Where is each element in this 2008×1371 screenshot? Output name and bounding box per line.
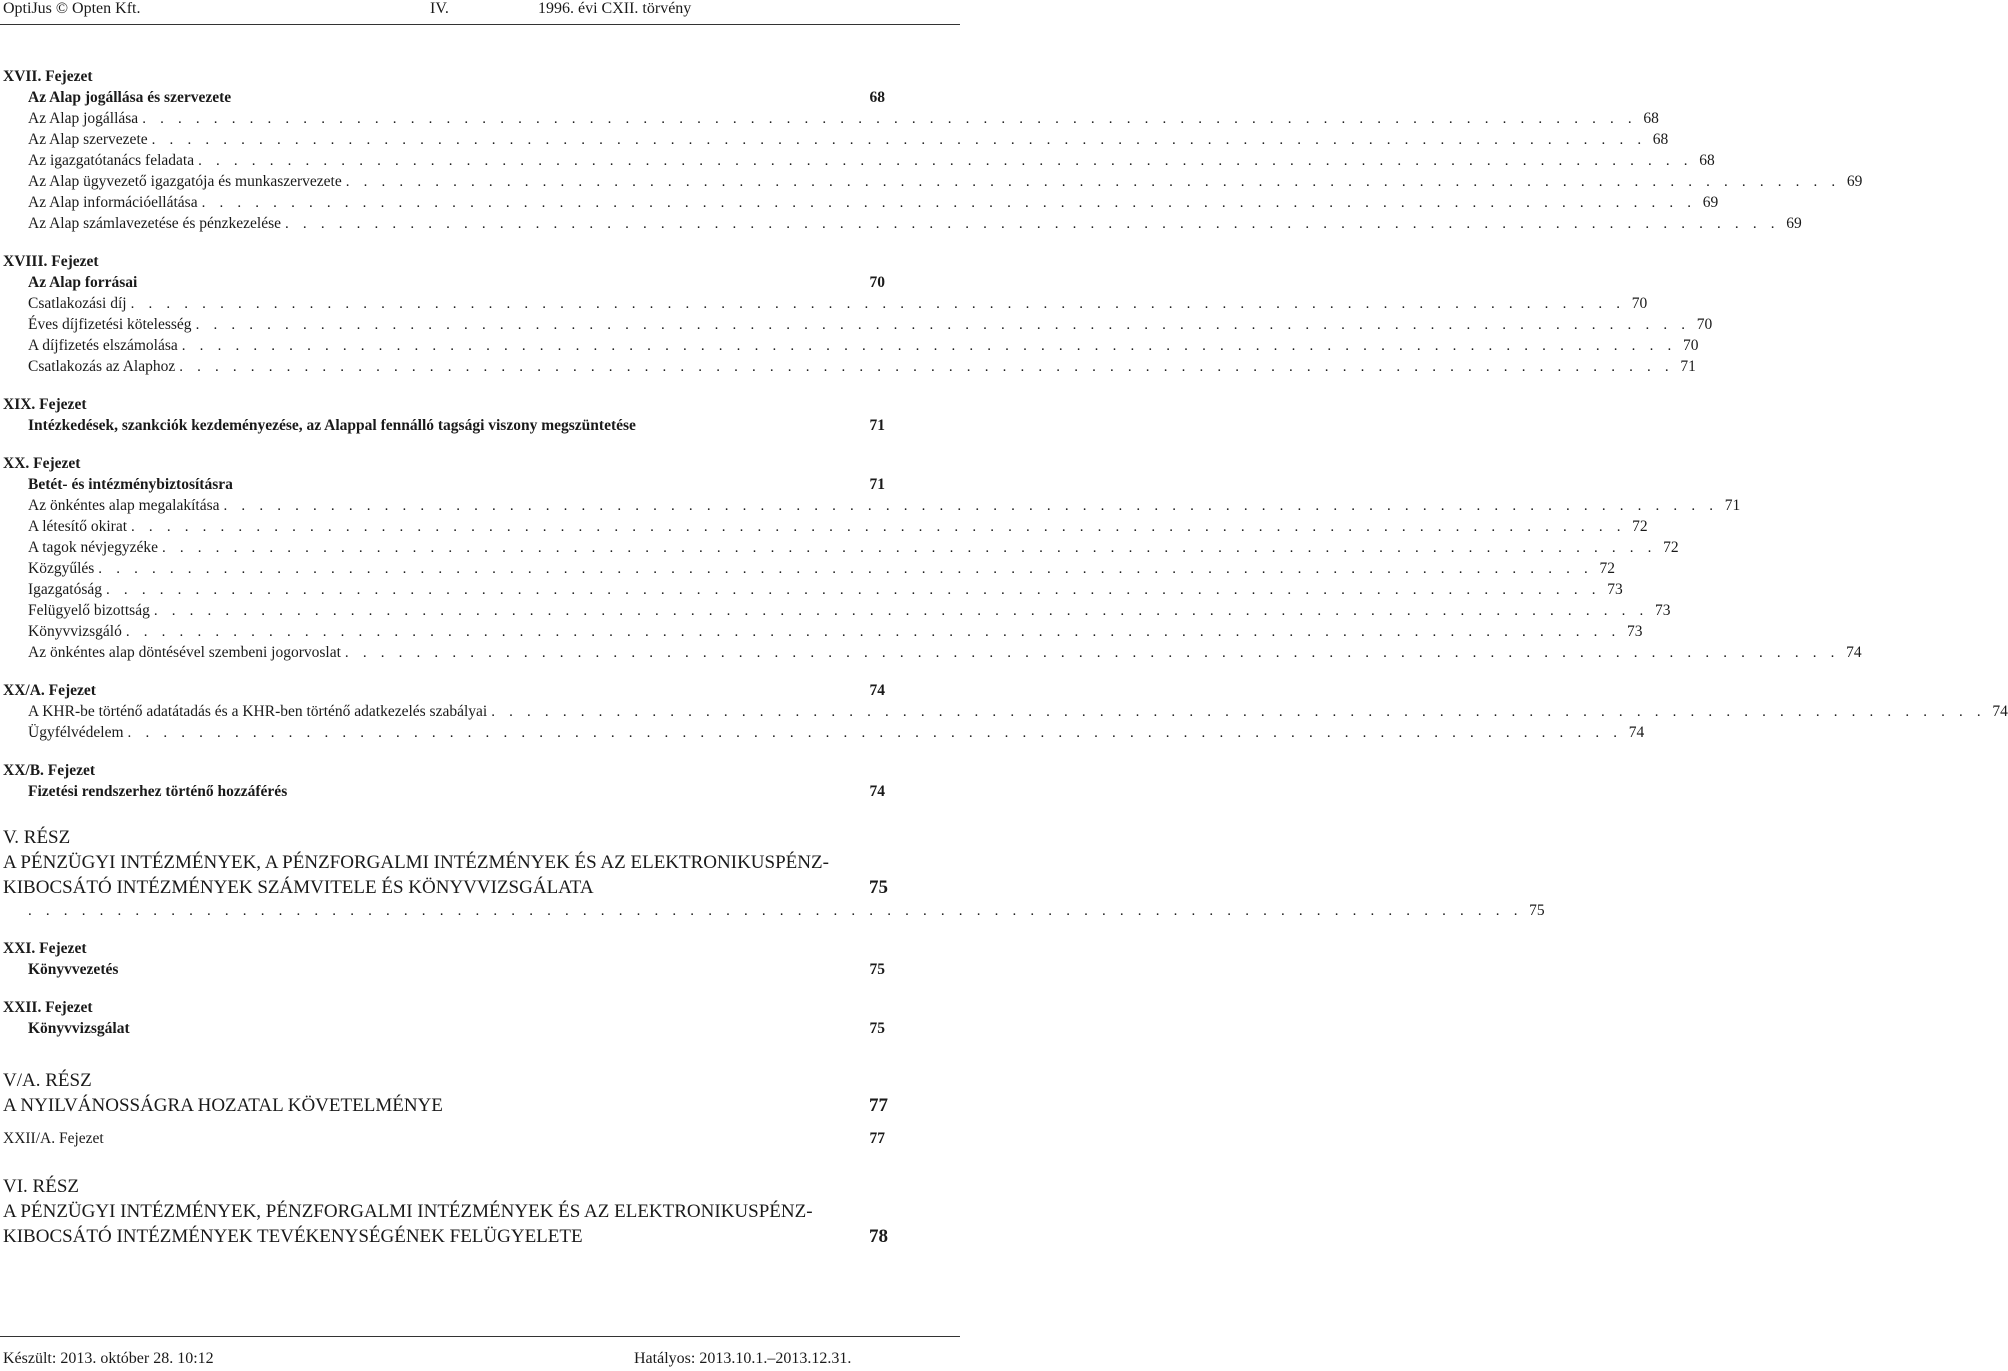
toc-page-number: 74 (1992, 703, 2008, 720)
toc-page-number: 77 (869, 1130, 885, 1147)
toc-entry[interactable] (28, 150, 1715, 171)
publisher-label: OptiJus © Opten Kft. (3, 0, 141, 17)
leader-dots: . . . . . . . . . . . . . . . . . . . . . . . . . . . . . . . . . . . . . . . . . . . . . . . . . . . . . . . . . . . . . . . . . . . . . . . . . . . . . . . . . . . . (130, 296, 1626, 312)
toc-page-number: 71 (1724, 497, 1741, 514)
toc-page-number: 70 (1682, 337, 1699, 354)
chapter-label: XXII/A. Fejezet (3, 1128, 108, 1149)
toc-page-number: 75 (869, 877, 888, 898)
chapter-label: XVII. Fejezet (3, 68, 93, 85)
part-title-line: A PÉNZÜGYI INTÉZMÉNYEK, PÉNZFORGALMI INTÉZMÉNYEK ÉS AZ ELEKTRONIKUSPÉNZ- (3, 1201, 813, 1222)
toc-page-number: 68 (1652, 131, 1669, 148)
toc-entry[interactable] (28, 1018, 885, 1039)
chapter-xxi (0, 938, 960, 980)
toc-entry[interactable] (28, 293, 1648, 314)
toc-entry-title: A tagok névjegyzéke (28, 537, 162, 558)
toc-entry-title: Az önkéntes alap döntésével szembeni jogorvoslat (28, 642, 345, 663)
toc-page-number: 69 (1846, 173, 1863, 190)
leader-dots: . . . . . . . . . . . . . . . . . . . . . . . . . . . . . . . . . . . . . . . . . . . . . . . . . . . . . . . . . . . . . . . . . . . . . . . . . . . . . . . . . . . . (153, 603, 1649, 619)
effective-date: Hatályos: 2013.10.1.–2013.12.31. (634, 1350, 852, 1367)
toc-page-number: 71 (1680, 358, 1696, 375)
toc-page-number: 74 (1846, 644, 1862, 661)
toc-entry[interactable] (28, 537, 1679, 558)
toc-entry[interactable] (28, 335, 1699, 356)
chapter-xxii (0, 997, 960, 1039)
leader-dots: . . . . . . . . . . . . . . . . . . . . . . . . . . . . . . . . . . . . . . . . . . . . . . . . . . . . . . . . . . . . . . . . . . . . . . . . . . . . . . . . . . . . (345, 174, 1841, 190)
toc-page-number: 75 (869, 961, 885, 978)
toc-entry[interactable] (28, 642, 1862, 663)
part-v (0, 826, 1545, 921)
part-title-line[interactable] (3, 1226, 888, 1247)
toc-entry[interactable] (3, 1128, 885, 1149)
page-footer (0, 1336, 960, 1371)
toc-entry-title: Az Alap szervezete (28, 129, 152, 150)
part-title-line: A PÉNZÜGYI INTÉZMÉNYEK, A PÉNZFORGALMI INTÉZMÉNYEK ÉS AZ ELEKTRONIKUSPÉNZ- (3, 852, 829, 873)
toc-entry[interactable] (28, 213, 1802, 234)
toc-entry-title: Könyvvizsgálat (28, 1018, 134, 1039)
leader-dots: . . . . . . . . . . . . . . . . . . . . . . . . . . . . . . . . . . . . . . . . . . . . . . . . . . . . . . . . . . . . . . . . . . . . . . . . . . . . . . . . . . . . (161, 540, 1657, 556)
part-label: V. RÉSZ (3, 827, 71, 848)
toc-entry-title: Igazgatóság (28, 579, 106, 600)
toc-entry-title: Éves díjfizetési kötelesség (28, 314, 196, 335)
toc-entry-title: A díjfizetés elszámolása (28, 335, 182, 356)
toc-entry-title: Az önkéntes alap megalakítása (28, 495, 224, 516)
toc-entry-title: Az Alap jogállása és szervezete (28, 87, 235, 108)
toc-entry-title: Csatlakozás az Alaphoz (28, 356, 179, 377)
part-label: V/A. RÉSZ (3, 1070, 92, 1091)
leader-dots: . . . . . . . . . . . . . . . . . . . . . . . . . . . . . . . . . . . . . . . . . . . . . . . . . . . . . . . . . . . . . . . . . . . . . . . . . . . . . . . . . . . . (28, 903, 1523, 919)
toc-page-number: 72 (1663, 539, 1679, 556)
chapter-label: XXII. Fejezet (3, 999, 93, 1016)
toc-entry[interactable] (28, 171, 1863, 192)
leader-dots: . . . . . . . . . . . . . . . . . . . . . . . . . . . . . . . . . . . . . . . . . . . . . . . . . . . . . . . . . . . . . . . . . . . . . . . . . . . . . . . . . . . . (125, 624, 1621, 640)
leader-dots: . . . . . . . . . . . . . . . . . . . . . . . . . . . . . . . . . . . . . . . . . . . . . . . . . . . . . . . . . . . . . . . . . . . . . . . . . . . . . . . . . . . . (98, 561, 1593, 577)
toc-entry[interactable] (28, 314, 1713, 335)
leader-dots: . . . . . . . . . . . . . . . . . . . . . . . . . . . . . . . . . . . . . . . . . . . . . . . . . . . . . . . . . . . . . . . . . . . . . . . . . . . . . . . . . . . . (491, 704, 1986, 720)
toc-page-number: 69 (1702, 194, 1719, 211)
leader-dots: . . . . . . . . . . . . . . . . . . . . . . . . . . . . . . . . . . . . . . . . . . . . . . . . . . . . . . . . . . . . . . . . . . . . . . . . . . . . . . . . . . . . (131, 519, 1626, 535)
toc-entry[interactable] (28, 108, 1659, 129)
toc-entry-title: Az Alap számlavezetése és pénzkezelése (28, 213, 285, 234)
toc-page-number: 71 (869, 417, 885, 434)
leader-dots: . . . . . . . . . . . . . . . . . . . . . . . . . . . . . . . . . . . . . . . . . . . . . . . . . . . . . . . . . . . . . . . . . . . . . . . . . . . . . . . . . . . . (195, 317, 1691, 333)
chapter-label: XX. Fejezet (3, 455, 81, 472)
part-label: VI. RÉSZ (3, 1176, 79, 1197)
leader-dots: . . . . . . . . . . . . . . . . . . . . . . . . . . . . . . . . . . . . . . . . . . . . . . . . . . . . . . . . . . . . . . . . . . . . . . . . . . . . . . . . . . . . (285, 216, 1780, 232)
toc-entry-title: A létesítő okirat (28, 516, 131, 537)
toc-entry[interactable] (28, 558, 1615, 579)
toc-entry-title: Intézkedések, szankciók kezdeményezése, az Alappal fennálló tagsági viszony megszüntetése (28, 415, 640, 436)
toc-page-number: 70 (1631, 295, 1648, 312)
toc-page-number: 68 (869, 89, 885, 106)
toc-entry-title: Az Alap információellátása (28, 192, 202, 213)
toc-entry-title: Felügyelő bizottság (28, 600, 154, 621)
toc-page-number: 78 (869, 1226, 888, 1247)
toc-page-number: 75 (869, 1020, 885, 1037)
toc-entry[interactable] (28, 272, 885, 293)
toc-entry-title: A KHR-be történő adatátadás és a KHR-ben történő adatkezelés szabályai (28, 701, 491, 722)
toc-entry-title: Csatlakozási díj (28, 293, 131, 314)
toc-page-number: 73 (1607, 581, 1623, 598)
toc-entry[interactable] (28, 356, 1696, 377)
toc-page-number: 68 (1699, 152, 1715, 169)
toc-entry[interactable] (28, 129, 1669, 150)
leader-dots: . . . . . . . . . . . . . . . . . . . . . . . . . . . . . . . . . . . . . . . . . . . . . . . . . . . . . . . . . . . . . . . . . . . . . . . . . . . . . . . . . . . . (179, 359, 1674, 375)
toc-page-number: 74 (869, 682, 885, 699)
toc-entry-title: Az igazgatótanács feladata (28, 150, 198, 171)
leader-dots: . . . . . . . . . . . . . . . . . . . . . . . . . . . . . . . . . . . . . . . . . . . . . . . . . . . . . . . . . . . . . . . . . . . . . . . . . . . . . . . . . . . . (106, 582, 1601, 598)
leader-dots: . . . . . . . . . . . . . . . . . . . . . . . . . . . . . . . . . . . . . . . . . . . . . . . . . . . . . . . . . . . . . . . . . . . . . . . . . . . . . . . . . . . . (127, 725, 1623, 741)
toc-entry[interactable] (28, 516, 1648, 537)
toc-page-number: 74 (1628, 724, 1645, 741)
leader-dots: . . . . . . . . . . . . . . . . . . . . . . . . . . . . . . . . . . . . . . . . . . . . . . . . . . . . . . . . . . . . . . . . . . . . . . . . . . . . . . . . . . . . (223, 498, 1719, 514)
chapter-xvii (0, 66, 1863, 234)
toc-page-number: 70 (869, 274, 885, 291)
law-title: 1996. évi CXII. törvény (538, 0, 692, 17)
toc-entry[interactable] (28, 415, 885, 436)
chapter-label: XVIII. Fejezet (3, 253, 99, 270)
toc-entry-title: Könyvvezetés (28, 959, 122, 980)
toc-entry[interactable] (28, 87, 885, 108)
toc-entry-title: Az Alap jogállása (28, 108, 142, 129)
part-title-text: KIBOCSÁTÓ INTÉZMÉNYEK SZÁMVITELE ÉS KÖNYVVIZSGÁLATA (3, 877, 594, 898)
toc-entry-title: Ügyfélvédelem (28, 722, 128, 743)
created-date: Készült: 2013. október 28. 10:12 (3, 1350, 214, 1367)
chapter-xx (0, 453, 1862, 663)
toc-page-number: 69 (1786, 215, 1802, 232)
part-title-text: A NYILVÁNOSSÁGRA HOZATAL KÖVETELMÉNYE (3, 1095, 443, 1116)
toc-entry[interactable] (28, 474, 885, 495)
toc-entry[interactable] (28, 701, 2008, 722)
part-number: IV. (430, 0, 449, 17)
toc-entry-title: Betét- és intézménybiztosításra (28, 474, 237, 495)
toc-entry[interactable] (28, 621, 1643, 642)
toc-entry[interactable] (28, 495, 1741, 516)
toc-page-number: 72 (1632, 518, 1648, 535)
leader-dots: . . . . . . . . . . . . . . . . . . . . . . . . . . . . . . . . . . . . . . . . . . . . . . . . . . . . . . . . . . . . . . . . . . . . . . . . . . . . . . . . . . . . (201, 195, 1697, 211)
part-vi (0, 1175, 960, 1249)
toc-entry-title: Könyvvizsgáló (28, 621, 126, 642)
part-title-line[interactable] (3, 877, 888, 898)
toc-entry[interactable] (28, 192, 1719, 213)
toc-entry[interactable] (28, 900, 1545, 921)
toc-entry[interactable] (28, 722, 1645, 743)
part-v-a (0, 1069, 960, 1118)
leader-dots: . . . . . . . . . . . . . . . . . . . . . . . . . . . . . . . . . . . . . . . . . . . . . . . . . . . . . . . . . . . . . . . . . . . . . . . . . . . . . . . . . . . . (181, 338, 1677, 354)
toc-page-number: 77 (869, 1095, 888, 1116)
toc-page-number: 73 (1654, 602, 1671, 619)
toc-page-number: 74 (869, 783, 885, 800)
chapter-xxii-a (0, 1128, 960, 1149)
toc-entry[interactable] (28, 781, 885, 802)
page-header (0, 0, 960, 25)
toc-entry-title: Az Alap ügyvezető igazgatója és munkaszervezete (28, 171, 346, 192)
toc-entry-title: Közgyűlés (28, 558, 98, 579)
toc-page-number: 73 (1627, 623, 1643, 640)
toc-page-number: 72 (1599, 560, 1615, 577)
leader-dots: . . . . . . . . . . . . . . . . . . . . . . . . . . . . . . . . . . . . . . . . . . . . . . . . . . . . . . . . . . . . . . . . . . . . . . . . . . . . . . . . . . . . (151, 132, 1647, 148)
toc-page-number: 68 (1643, 110, 1659, 127)
toc-page-number: 75 (1529, 902, 1545, 919)
chapter-label: XX/A. Fejezet (3, 680, 100, 701)
toc-entry[interactable] (28, 600, 1671, 621)
chapter-label: XXI. Fejezet (3, 940, 87, 957)
toc-entry-title: Az Alap forrásai (28, 272, 141, 293)
leader-dots: . . . . . . . . . . . . . . . . . . . . . . . . . . . . . . . . . . . . . . . . . . . . . . . . . . . . . . . . . . . . . . . . . . . . . . . . . . . . . . . . . . . . (344, 645, 1840, 661)
chapter-label: XIX. Fejezet (3, 396, 87, 413)
toc-entry-title: Fizetési rendszerhez történő hozzáférés (28, 781, 291, 802)
part-title-line[interactable] (3, 1095, 888, 1116)
toc-page-number: 70 (1696, 316, 1713, 333)
chapter-xx-b (0, 760, 960, 802)
leader-dots: . . . . . . . . . . . . . . . . . . . . . . . . . . . . . . . . . . . . . . . . . . . . . . . . . . . . . . . . . . . . . . . . . . . . . . . . . . . . . . . . . . . . (142, 111, 1637, 127)
toc-entry[interactable] (28, 959, 885, 980)
toc-page-number: 71 (869, 476, 885, 493)
toc-entry[interactable] (28, 579, 1623, 600)
chapter-xviii (0, 251, 1713, 377)
leader-dots: . . . . . . . . . . . . . . . . . . . . . . . . . . . . . . . . . . . . . . . . . . . . . . . . . . . . . . . . . . . . . . . . . . . . . . . . . . . . . . . . . . . . (198, 153, 1693, 169)
part-title-text: KIBOCSÁTÓ INTÉZMÉNYEK TEVÉKENYSÉGÉNEK FELÜGYELETE (3, 1226, 583, 1247)
chapter-xx-a (0, 680, 2008, 743)
chapter-xix (0, 394, 960, 436)
table-of-contents (0, 66, 2008, 1249)
toc-entry[interactable] (3, 680, 885, 701)
chapter-label: XX/B. Fejezet (3, 762, 96, 779)
